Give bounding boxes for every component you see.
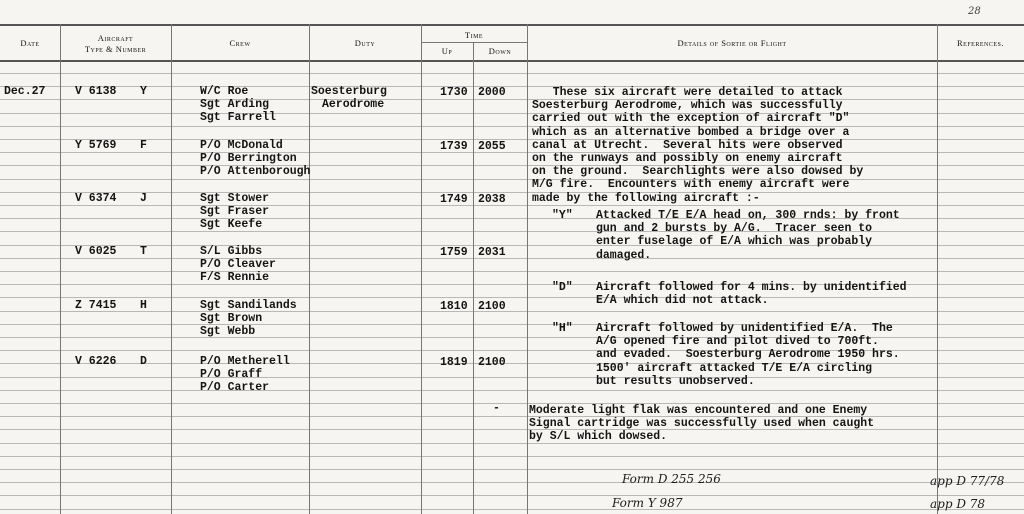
ruled-line xyxy=(0,73,1024,74)
ruled-line xyxy=(0,192,1024,193)
crew-member: F/S Rennie xyxy=(200,271,270,284)
details-closing-line: Signal cartridge was successfully used when caught xyxy=(529,417,875,431)
crew-member: P/O Graff xyxy=(200,368,263,381)
header-aircraft-line1: Aircraft xyxy=(97,33,134,43)
details-intro-line: canal at Utrecht. Several hits were observed xyxy=(532,138,843,152)
header-time-up: Up xyxy=(441,46,453,56)
crew-member: P/O Berrington xyxy=(200,152,297,165)
ruled-line xyxy=(0,482,1024,483)
time-down: 2100 xyxy=(478,356,506,369)
crew-member: P/O Cleaver xyxy=(200,258,276,271)
encounter-h-line: Aircraft followed by unidentified E/A. The xyxy=(596,322,893,335)
header-references: References. xyxy=(957,38,1004,48)
details-closing-line: Moderate light flak was encountered and one Enemy xyxy=(529,404,868,417)
aircraft-letter: H xyxy=(140,299,147,312)
aircraft-number: V 6226 xyxy=(75,355,117,368)
ruled-line xyxy=(0,297,1024,298)
time-up: 1810 xyxy=(440,300,468,313)
column-divider xyxy=(473,42,474,514)
time-down: 2100 xyxy=(478,300,506,313)
time-down: 2031 xyxy=(478,246,506,259)
crew-member: Sgt Farrell xyxy=(200,111,276,124)
time-subheader-rule xyxy=(421,42,527,43)
details-intro-line: These six aircraft were detailed to attack xyxy=(532,86,843,99)
encounter-h-line: A/G opened fire and pilot dived to 700ft. xyxy=(596,335,879,349)
encounter-y-line: gun and 2 bursts by A/G. Tracer seen to xyxy=(596,222,873,236)
time-up: 1739 xyxy=(440,140,468,153)
time-down: 2038 xyxy=(478,193,506,206)
time-down: 2000 xyxy=(478,86,506,99)
header-top-rule xyxy=(0,24,1024,26)
ruled-line xyxy=(0,495,1024,496)
column-divider xyxy=(60,24,61,514)
ruled-line xyxy=(0,390,1024,391)
crew-member: P/O Metherell xyxy=(200,355,290,368)
aircraft-letter: J xyxy=(140,192,147,205)
details-intro-line: M/G fire. Encounters with enemy aircraft were xyxy=(532,178,850,192)
aircraft-number: V 6025 xyxy=(75,245,117,258)
ruled-line xyxy=(0,443,1024,444)
crew-member: Sgt Fraser xyxy=(200,205,270,218)
handwritten-reference-1: app D 77/78 xyxy=(930,474,1005,488)
crew-member: Sgt Stower xyxy=(200,192,270,205)
ruled-line xyxy=(0,456,1024,457)
ruled-line xyxy=(0,469,1024,470)
encounter-y-line: damaged. xyxy=(596,248,652,262)
encounter-h-line: and evaded. Soesterburg Aerodrome 1950 hrs. xyxy=(596,348,900,362)
crew-member: Sgt Arding xyxy=(200,98,270,111)
encounter-d-line: Aircraft followed for 4 mins. by unidentified xyxy=(596,281,907,294)
aircraft-letter: D xyxy=(140,355,147,368)
crew-member: P/O McDonald xyxy=(200,139,283,152)
ruled-line xyxy=(0,271,1024,272)
ruled-line xyxy=(0,311,1024,312)
aircraft-letter: F xyxy=(140,139,147,152)
aircraft-number: V 6374 xyxy=(75,192,117,205)
column-divider xyxy=(171,24,172,514)
details-intro-line: carried out with the exception of aircraft "D" xyxy=(532,112,850,126)
crew-member: Sgt Brown xyxy=(200,312,263,325)
details-intro-line: which as an alternative bombed a bridge over a xyxy=(532,125,850,139)
header-time: Time xyxy=(464,30,484,40)
aircraft-number: V 6138 xyxy=(75,85,117,98)
ruled-line xyxy=(0,126,1024,127)
crew-member: S/L Gibbs xyxy=(200,245,263,258)
time-down: 2055 xyxy=(478,140,506,153)
header-aircraft-line2: Type & Number xyxy=(84,44,147,54)
handwritten-reference-2: app D 78 xyxy=(930,497,986,511)
column-divider xyxy=(937,24,938,514)
encounter-h-line: but results unobserved. xyxy=(596,374,755,388)
crew-member: P/O Attenborough xyxy=(200,165,311,178)
column-divider xyxy=(527,24,528,514)
details-closing-line: by S/L which dowsed. xyxy=(529,430,668,444)
crew-member: P/O Carter xyxy=(200,381,270,394)
header-time-down: Down xyxy=(488,46,512,56)
encounter-tag-h: "H" xyxy=(552,322,573,335)
header-date: Date xyxy=(20,38,40,48)
entry-date: Dec.27 xyxy=(4,85,46,98)
handwritten-form-ref-2: Form Y 987 xyxy=(612,496,683,510)
header-bottom-rule xyxy=(0,60,1024,62)
ruled-line xyxy=(0,377,1024,378)
time-up: 1759 xyxy=(440,246,468,259)
header-crew: Crew xyxy=(229,38,251,48)
crew-member: W/C Roe xyxy=(200,85,249,98)
aircraft-letter: Y xyxy=(140,85,147,98)
header-duty: Duty xyxy=(354,38,376,48)
details-intro-line: on the runways and possibly on enemy aircraft xyxy=(532,152,843,165)
ruled-line xyxy=(0,139,1024,140)
encounter-y-line: enter fuselage of E/A which was probably xyxy=(596,235,873,249)
details-intro-line: made by the following aircraft :- xyxy=(532,191,760,205)
time-up: 1749 xyxy=(440,193,468,206)
ruled-line xyxy=(0,152,1024,153)
header-details: Details of Sortie or Flight xyxy=(677,38,787,48)
duty-line1: Soesterburg xyxy=(311,85,387,98)
encounter-d-line: E/A which did not attack. xyxy=(596,294,769,308)
ruled-line xyxy=(0,165,1024,166)
ruled-line xyxy=(0,179,1024,180)
time-up: 1819 xyxy=(440,356,468,369)
details-intro-line: on the ground. Searchlights were also dowsed by xyxy=(532,165,864,179)
ruled-line xyxy=(0,258,1024,259)
aircraft-letter: T xyxy=(140,245,147,258)
crew-member: Sgt Sandilands xyxy=(200,299,297,312)
duty-line2: Aerodrome xyxy=(322,98,385,111)
ruled-line xyxy=(0,509,1024,510)
ruled-line xyxy=(0,86,1024,87)
column-divider xyxy=(309,24,310,514)
handwritten-form-ref-1: Form D 255 256 xyxy=(622,472,721,486)
encounter-h-line: 1500' aircraft attacked T/E E/A circling xyxy=(596,361,873,375)
ruled-line xyxy=(0,403,1024,404)
crew-member: Sgt Webb xyxy=(200,325,256,338)
aircraft-number: Y 5769 xyxy=(75,139,117,152)
top-corner-mark: 28 xyxy=(968,6,981,17)
crew-member: Sgt Keefe xyxy=(200,218,263,231)
ruled-line xyxy=(0,99,1024,100)
details-intro-line: Soesterburg Aerodrome, which was successfully xyxy=(532,99,843,113)
encounter-tag-d: "D" xyxy=(552,281,573,294)
column-divider xyxy=(421,24,422,514)
ruled-line xyxy=(0,113,1024,114)
encounter-tag-y: "Y" xyxy=(552,209,573,222)
time-down-dash: - xyxy=(493,402,500,415)
encounter-y-line: Attacked T/E E/A head on, 300 rnds: by front xyxy=(596,209,900,222)
time-up: 1730 xyxy=(440,86,468,99)
aircraft-number: Z 7415 xyxy=(75,299,117,312)
ruled-line xyxy=(0,205,1024,206)
